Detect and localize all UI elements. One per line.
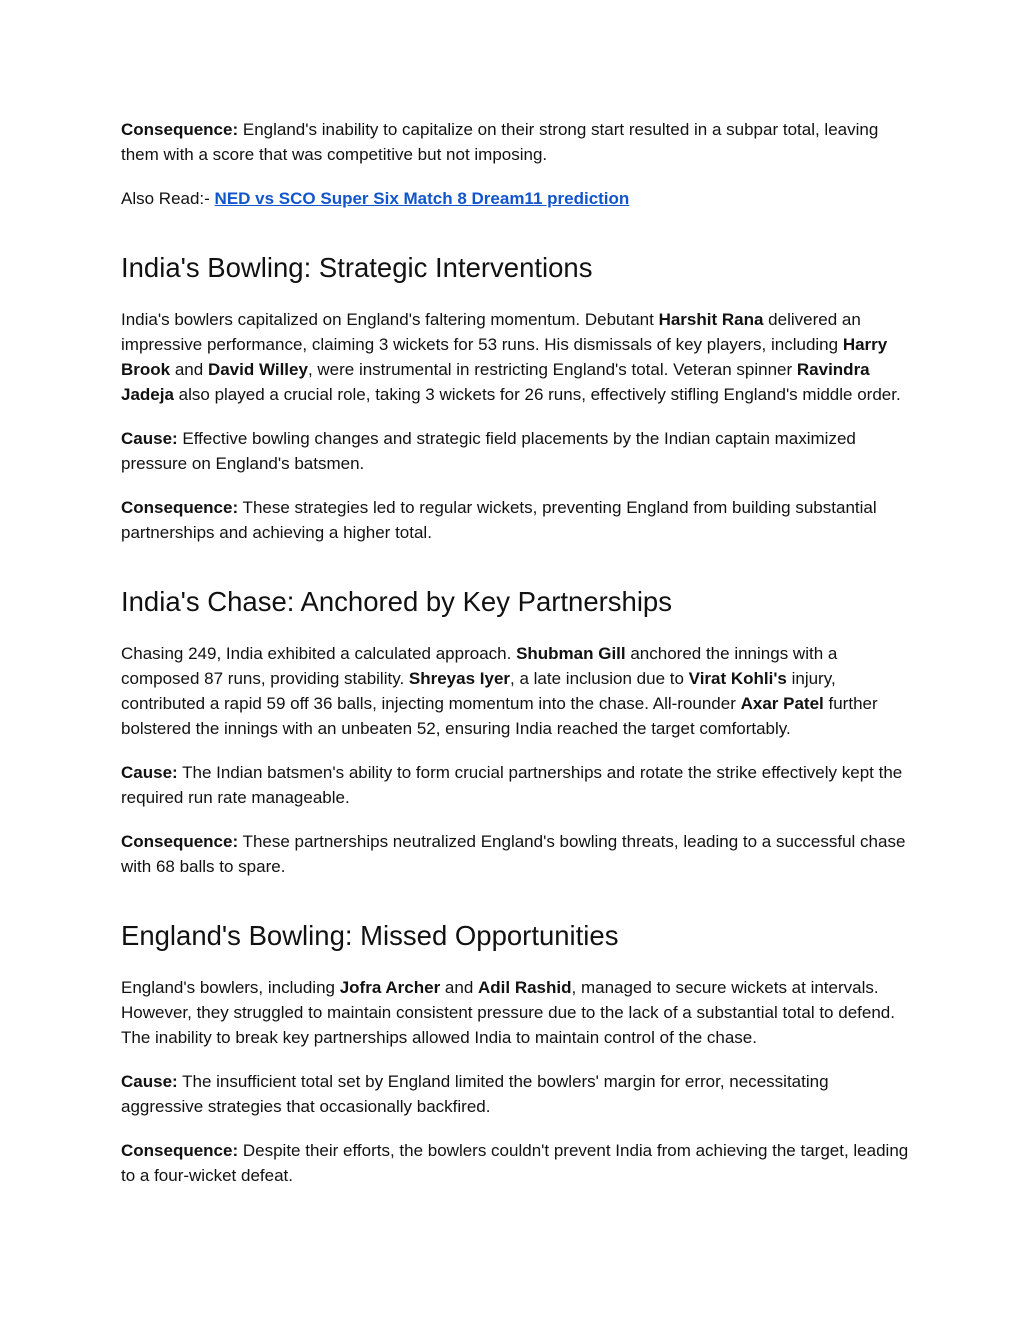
england-bowling-paragraph bbox=[121, 975, 911, 1050]
also-read-prefix: Also Read:- bbox=[121, 189, 215, 208]
text-run: England's bowlers, including bbox=[121, 978, 340, 997]
document-page bbox=[121, 117, 911, 1188]
india-bowling-paragraph bbox=[121, 307, 911, 407]
player-name: Ravindra Jadeja bbox=[121, 360, 870, 404]
section-heading-india-chase: India's Chase: Anchored by Key Partnerships bbox=[121, 586, 672, 617]
india-chase-cause bbox=[121, 760, 911, 810]
consequence-label: Consequence: bbox=[121, 1141, 239, 1160]
section-heading-england-bowling: England's Bowling: Missed Opportunities bbox=[121, 920, 619, 951]
india-bowling-consequence bbox=[121, 495, 911, 545]
consequence-text: These partnerships neutralized England's bowling threats, leading to a successful chase with 68 balls to spare. bbox=[121, 832, 906, 876]
text-run: anchored the innings with a composed 87 runs, providing stability. bbox=[121, 644, 838, 688]
cause-label: Cause: bbox=[121, 763, 178, 782]
player-name: Virat Kohli's bbox=[688, 669, 787, 688]
also-read-paragraph bbox=[121, 186, 911, 211]
player-name: Adil Rashid bbox=[478, 978, 572, 997]
player-name: Harshit Rana bbox=[658, 310, 764, 329]
consequence-text: Despite their efforts, the bowlers couldn't prevent India from achieving the target, leading to a four-wicket defeat. bbox=[121, 1141, 909, 1185]
consequence-text: England's inability to capitalize on their strong start resulted in a subpar total, leaving them with a score that was competitive but not imposing. bbox=[121, 120, 879, 164]
player-name: Shreyas Iyer bbox=[408, 669, 511, 688]
consequence-text: These strategies led to regular wickets, preventing England from building substantial partnerships and achieving a higher total. bbox=[121, 498, 877, 542]
text-run: further bolstered the innings with an unbeaten 52, ensuring India reached the target comfortably. bbox=[121, 694, 878, 738]
consequence-label: Consequence: bbox=[121, 498, 239, 517]
text-run: and bbox=[440, 978, 478, 997]
player-name: Axar Patel bbox=[740, 694, 824, 713]
also-read-link[interactable]: NED vs SCO Super Six Match 8 Dream11 prediction bbox=[214, 189, 630, 208]
intro-consequence-paragraph bbox=[121, 117, 911, 167]
text-run: injury, contributed a rapid 59 off 36 balls, injecting momentum into the chase. All-rounder bbox=[121, 669, 836, 713]
text-run: , a late inclusion due to bbox=[510, 669, 689, 688]
cause-text: Effective bowling changes and strategic field placements by the Indian captain maximized pressure on England's batsmen. bbox=[121, 429, 856, 473]
text-run: , managed to secure wickets at intervals. However, they struggled to maintain consistent pressure due to the lack of a substantial total to defend. The inability to break key partnerships allowed India to maintain control of the chase. bbox=[121, 978, 895, 1047]
india-chase-paragraph bbox=[121, 641, 911, 741]
cause-label: Cause: bbox=[121, 429, 178, 448]
text-run: and bbox=[170, 360, 208, 379]
player-name: David Willey bbox=[207, 360, 308, 379]
consequence-label: Consequence: bbox=[121, 832, 239, 851]
england-bowling-consequence bbox=[121, 1138, 911, 1188]
cause-text: The Indian batsmen's ability to form crucial partnerships and rotate the strike effectively kept the required run rate manageable. bbox=[121, 763, 903, 807]
text-run: also played a crucial role, taking 3 wickets for 26 runs, effectively stifling England's middle order. bbox=[173, 385, 901, 404]
england-bowling-cause bbox=[121, 1069, 911, 1119]
text-run: India's bowlers capitalized on England's faltering momentum. Debutant bbox=[121, 310, 659, 329]
player-name: Shubman Gill bbox=[516, 644, 626, 663]
cause-text: The insufficient total set by England limited the bowlers' margin for error, necessitating aggressive strategies that occasionally backfired. bbox=[121, 1072, 829, 1116]
player-name: Harry Brook bbox=[121, 335, 888, 379]
section-heading-india-bowling: India's Bowling: Strategic Interventions bbox=[121, 252, 593, 283]
player-name: Jofra Archer bbox=[339, 978, 441, 997]
consequence-label: Consequence: bbox=[121, 120, 239, 139]
india-chase-consequence bbox=[121, 829, 911, 879]
text-run: delivered an impressive performance, claiming 3 wickets for 53 runs. His dismissals of key players, including bbox=[121, 310, 861, 354]
text-run: Chasing 249, India exhibited a calculated approach. bbox=[121, 644, 517, 663]
cause-label: Cause: bbox=[121, 1072, 178, 1091]
india-bowling-cause bbox=[121, 426, 911, 476]
text-run: , were instrumental in restricting England's total. Veteran spinner bbox=[307, 360, 797, 379]
